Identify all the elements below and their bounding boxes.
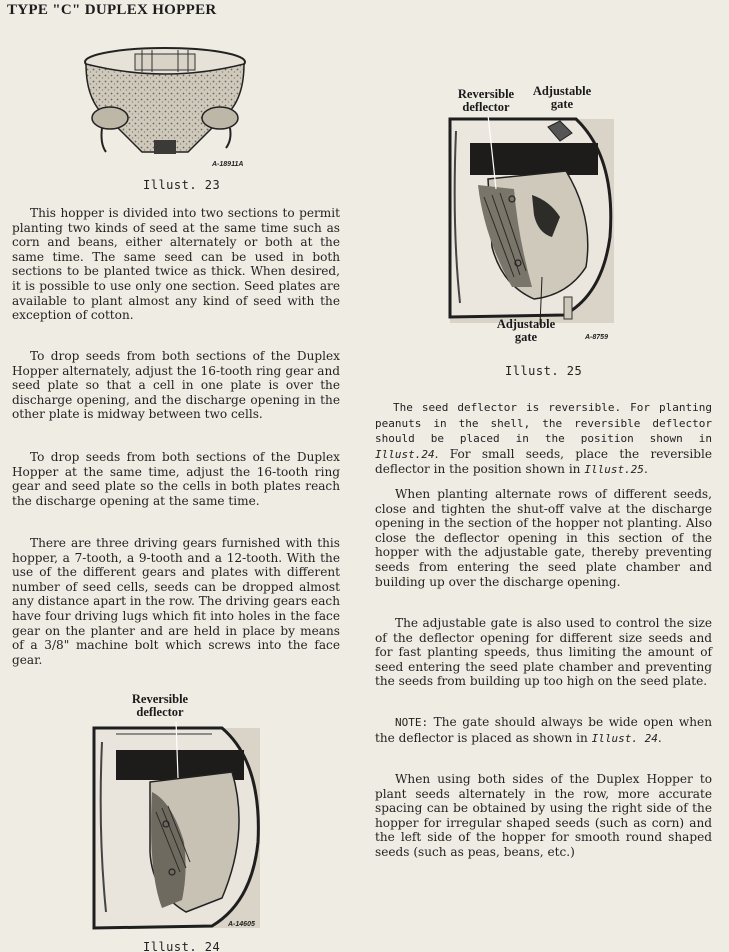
paragraph-alternately: To drop seeds from both sections of the Duplex Hopper alternately, adjust the 16-tooth ring gear and seed plate so that a cell in one plate is over the discharge opening, and the discharge opening in the other plate is midway between two cells. [12,349,340,422]
paragraph-intro: This hopper is divided into two sections to permit planting two kinds of seed at the same time such as corn and beans, either alternately or both at the same time. The same seed can be used in both sections to be planted twice as thick. When desired, it is possible to use only one section. Seed plates are available to plant almost any kind of seed with the exception of cotton. [12,206,340,323]
paragraph-same-time: To drop seeds from both sections of the Duplex Hopper at the same time, adjust the 16-tooth ring gear and seed plate so the cells in both plates reach the discharge opening at the same time. [12,450,340,508]
illustration-25-callout-adjustable-top: Adjustable gate [532,84,592,111]
paragraph-both-sides: When using both sides of the Duplex Hopper to plant seeds alternately in the row, more accurate spacing can be obtained by using the right side of the hopper for irregular shaped seeds (such as corn) and the left side of the hopper for smooth round shaped seeds (such as peas, beans, etc.) [375,772,712,859]
note-text-a: The gate should always be wide open when the deflector is placed as shown in [375,715,712,745]
paragraph-alternate-rows: When planting alternate rows of different seeds, close and tighten the shut-off valve at the discharge opening in the section of the hopper not planting. Also close the deflector opening in this section of the hopper with the adjustable gate, thereby preventing seeds from entering the seed plate chamber and building up over the discharge opening. [375,487,712,589]
paragraph-seed-deflector [375,400,712,478]
illustration-23-caption: Illust. 23 [143,178,221,192]
illustration-24-callout-reversible: Reversible deflector [131,692,189,719]
illustration-23-hopper [80,44,250,172]
illustration-25-deflector [448,117,616,325]
illustration-24-caption: Illust. 24 [143,940,221,952]
illustration-24-deflector [92,722,262,932]
illustration-24-code: A-14605 [228,921,255,928]
note-ref-24: Illust. 24 [591,731,658,745]
seed-deflector-ref-24: Illust.24 [375,447,435,461]
seed-deflector-text-c: . [643,462,648,477]
page-heading: TYPE "C" DUPLEX HOPPER [7,2,217,18]
paragraph-driving-gears: There are three driving gears furnished with this hopper, a 7-tooth, a 9-tooth and a 12-tooth. With the use of the different gears and plates with different number of seed cells, seeds can be dropped almost any distance apart in the row. The driving gears each have four driving lugs which fit into holes in the face gear on the planter and are held in place by means of a 3/8" machine bolt which screws into the face gear. [12,536,340,667]
illustration-25-callout-reversible: Reversible deflector [457,87,515,114]
seed-deflector-text-a: The seed deflector is reversible. For planting peanuts in the shell, the reversible deflector should be placed in the position shown in [375,401,712,446]
seed-deflector-ref-25: Illust.25 [584,463,644,477]
illustration-25-callout-adjustable-bottom: Adjustable gate [496,317,556,344]
illustration-25-code: A-8759 [585,334,608,341]
note-text-b: . [657,730,662,745]
note-label: NOTE: [395,716,429,729]
illustration-25-caption: Illust. 25 [505,364,583,378]
paragraph-note [375,715,712,746]
illustration-23-code: A-18911A [212,161,244,168]
paragraph-adjustable-gate: The adjustable gate is also used to control the size of the deflector opening for different size seeds and for fast planting speeds, thus limiting the amount of seed entering the seed plate chamber and preventing the seeds from building up too high on the seed plate. [375,616,712,689]
seed-deflector-text-b: . For small seeds, place the reversible deflector in the position shown in [375,446,712,477]
